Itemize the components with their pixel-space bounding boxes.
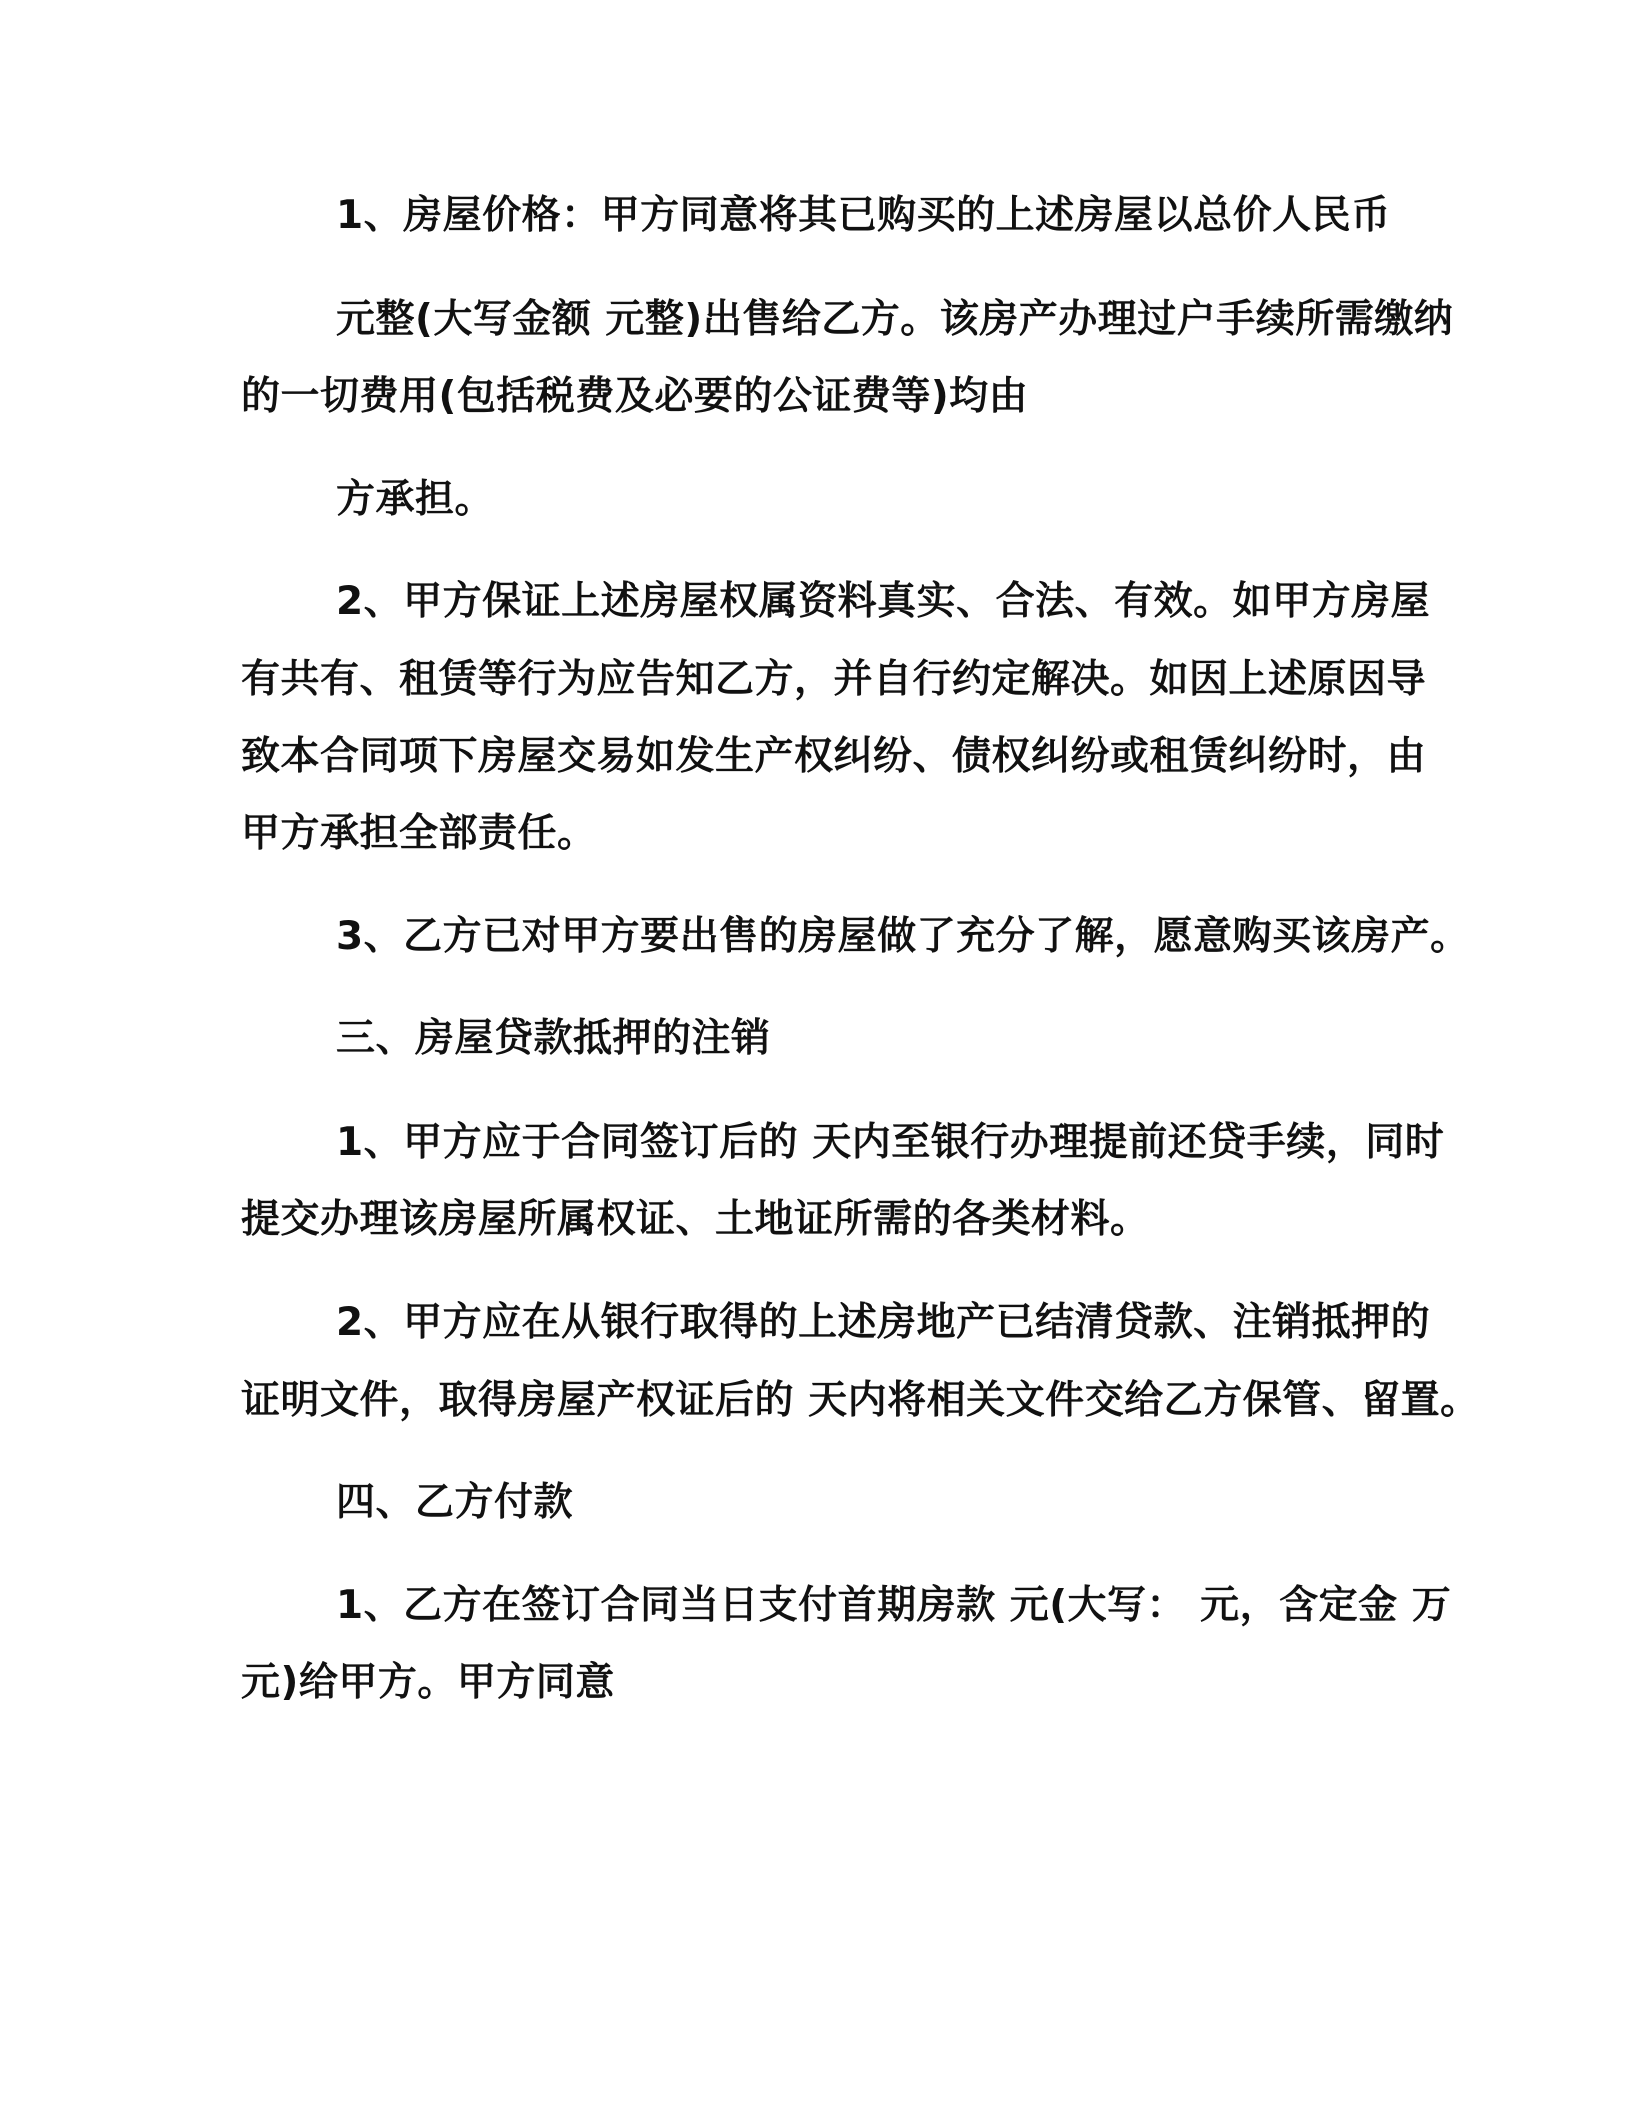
mortgage-clause-1-line-1: 1、甲方应于合同签订后的 天内至银行办理提前还贷手续，同时 — [336, 1120, 1445, 1165]
price-clause-line-4: 方承担。 — [336, 477, 495, 522]
price-clause-line-2: 元整(大写金额 元整)出售给乙方。该房产办理过户手续所需缴纳 — [336, 297, 1454, 342]
section-heading-buyer-payment: 四、乙方付款 — [336, 1480, 574, 1525]
price-clause-line-3: 的一切费用(包括税费及必要的公证费等)均由 — [241, 374, 1029, 419]
ownership-clause-line-3: 致本合同项下房屋交易如发生产权纠纷、债权纠纷或租赁纠纷时，由 — [241, 734, 1427, 779]
ownership-clause-line-1: 2、甲方保证上述房屋权属资料真实、合法、有效。如甲方房屋 — [336, 579, 1431, 624]
section-heading-mortgage-cancellation: 三、房屋贷款抵押的注销 — [336, 1016, 771, 1061]
mortgage-clause-1-line-2: 提交办理该房屋所属权证、土地证所需的各类材料。 — [241, 1197, 1150, 1242]
mortgage-clause-2-line-2: 证明文件，取得房屋产权证后的 天内将相关文件交给乙方保管、留置。 — [241, 1378, 1480, 1423]
mortgage-clause-2-line-1: 2、甲方应在从银行取得的上述房地产已结清贷款、注销抵押的 — [336, 1300, 1431, 1345]
ownership-clause-line-4: 甲方承担全部责任。 — [241, 811, 597, 856]
price-clause-line-1: 1、房屋价格：甲方同意将其已购买的上述房屋以总价人民币 — [336, 193, 1391, 238]
payment-clause-line-1: 1、乙方在签订合同当日支付首期房款 元(大写： 元，含定金 万 — [336, 1583, 1452, 1628]
buyer-understanding-clause: 3、乙方已对甲方要出售的房屋做了充分了解，愿意购买该房产。 — [336, 914, 1470, 959]
payment-clause-line-2: 元)给甲方。甲方同意 — [241, 1660, 615, 1705]
ownership-clause-line-2: 有共有、租赁等行为应告知乙方，并自行约定解决。如因上述原因导 — [241, 657, 1427, 702]
